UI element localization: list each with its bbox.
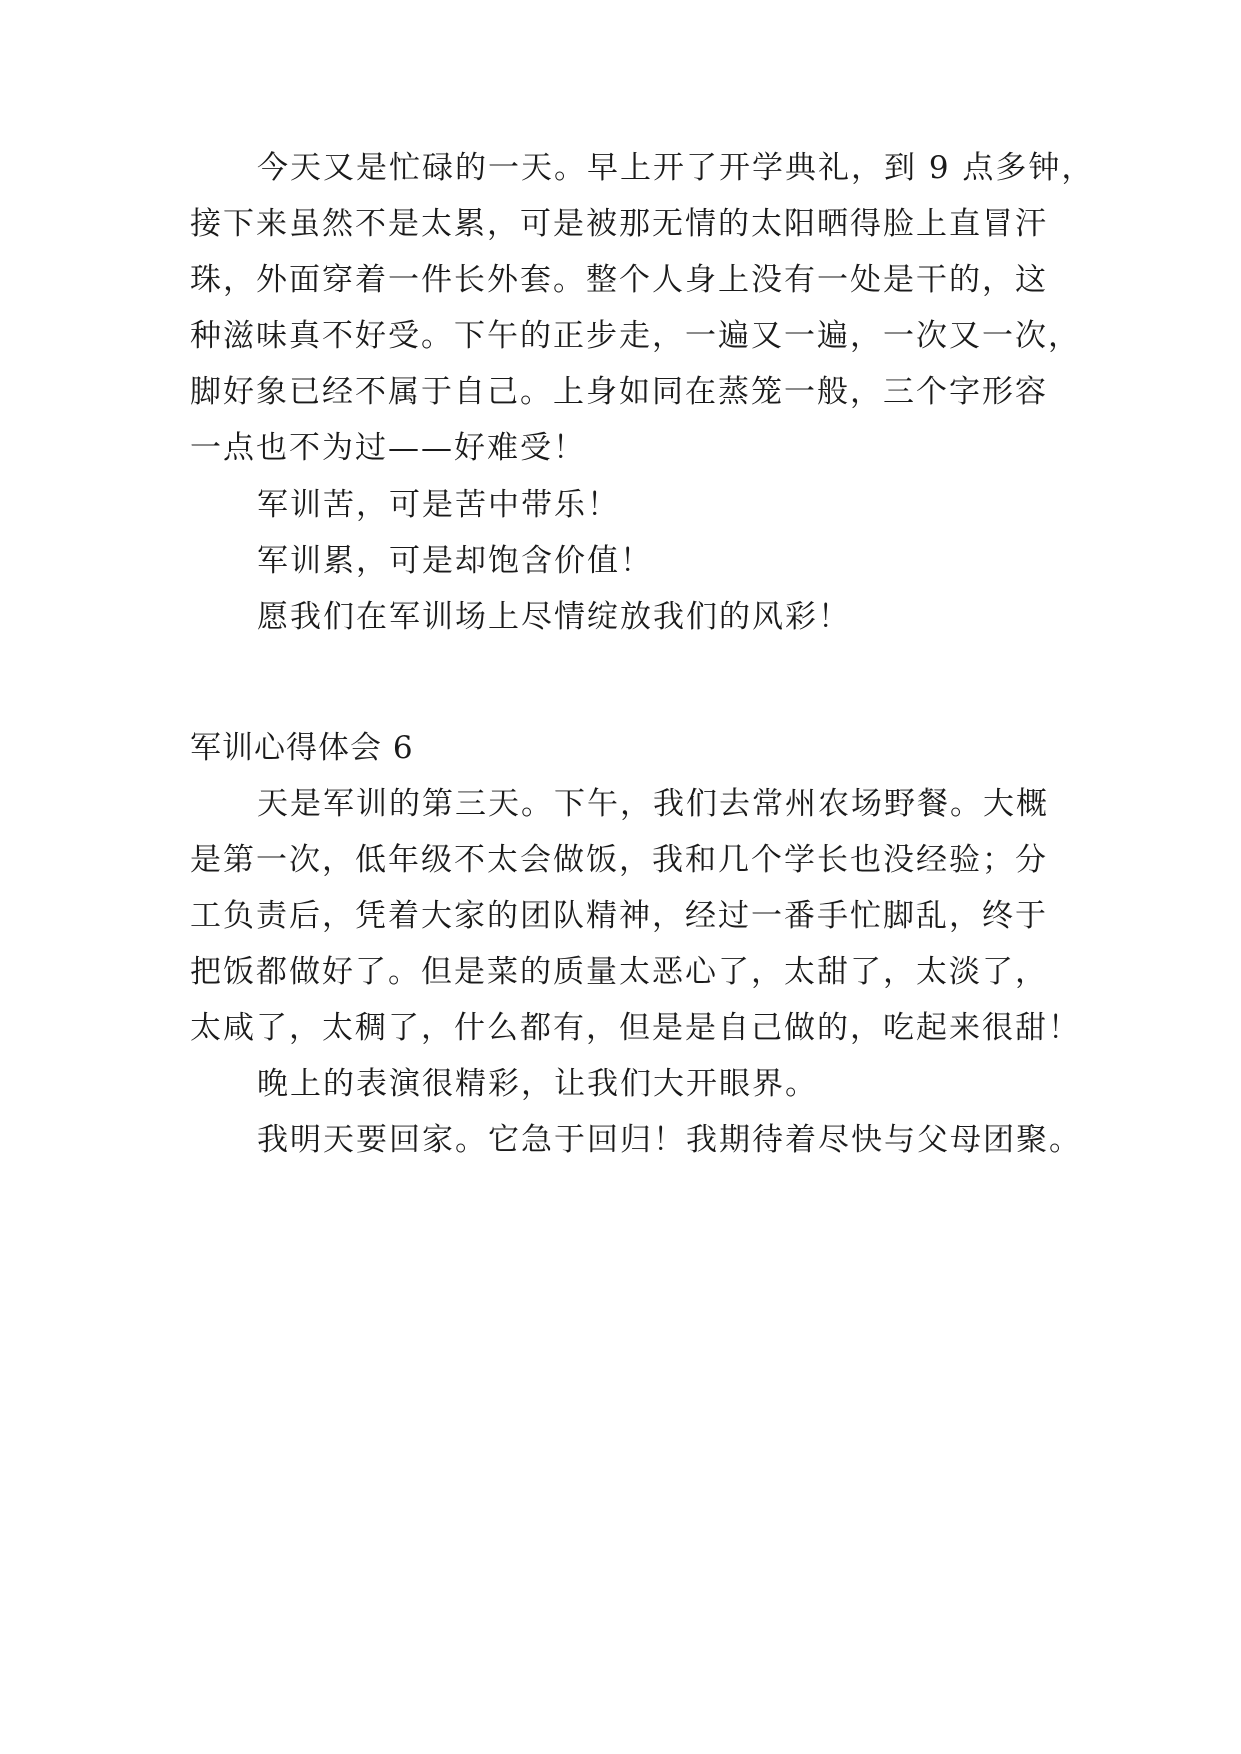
paragraph-line: 珠，外面穿着一件长外套。整个人身上没有一处是干的，这 bbox=[190, 262, 1048, 298]
paragraph-line: 今天又是忙碌的一天。早上开了开学典礼，到 9 点多钟， bbox=[257, 150, 1095, 186]
paragraph-line: 军训累，可是却饱含价值！ bbox=[257, 543, 653, 579]
paragraph-line: 工负责后，凭着大家的团队精神，经过一番手忙脚乱，终于 bbox=[190, 898, 1048, 934]
paragraph-line: 军训苦，可是苦中带乐！ bbox=[257, 487, 620, 523]
section-heading: 军训心得体会 6 bbox=[190, 730, 414, 766]
paragraph-line: 种滋味真不好受。下午的正步走，一遍又一遍，一次又一次， bbox=[190, 318, 1081, 354]
paragraph-line: 一点也不为过——好难受！ bbox=[190, 430, 586, 466]
paragraph-line: 天是军训的第三天。下午，我们去常州农场野餐。大概 bbox=[257, 786, 1049, 822]
paragraph-line: 把饭都做好了。但是菜的质量太恶心了，太甜了，太淡了， bbox=[190, 954, 1048, 990]
paragraph-line: 是第一次，低年级不太会做饭，我和几个学长也没经验；分 bbox=[190, 842, 1048, 878]
paragraph-line: 愿我们在军训场上尽情绽放我们的风彩！ bbox=[257, 599, 851, 635]
paragraph-line: 接下来虽然不是太累，可是被那无情的太阳晒得脸上直冒汗 bbox=[190, 206, 1048, 242]
paragraph-line: 太咸了，太稠了，什么都有，但是是自己做的，吃起来很甜！ bbox=[190, 1010, 1081, 1046]
paragraph-line: 晚上的表演很精彩，让我们大开眼界。 bbox=[257, 1066, 818, 1102]
paragraph-line: 我明天要回家。它急于回归！我期待着尽快与父母团聚。 bbox=[257, 1122, 1082, 1158]
paragraph-line: 脚好象已经不属于自己。上身如同在蒸笼一般，三个字形容 bbox=[190, 374, 1048, 410]
